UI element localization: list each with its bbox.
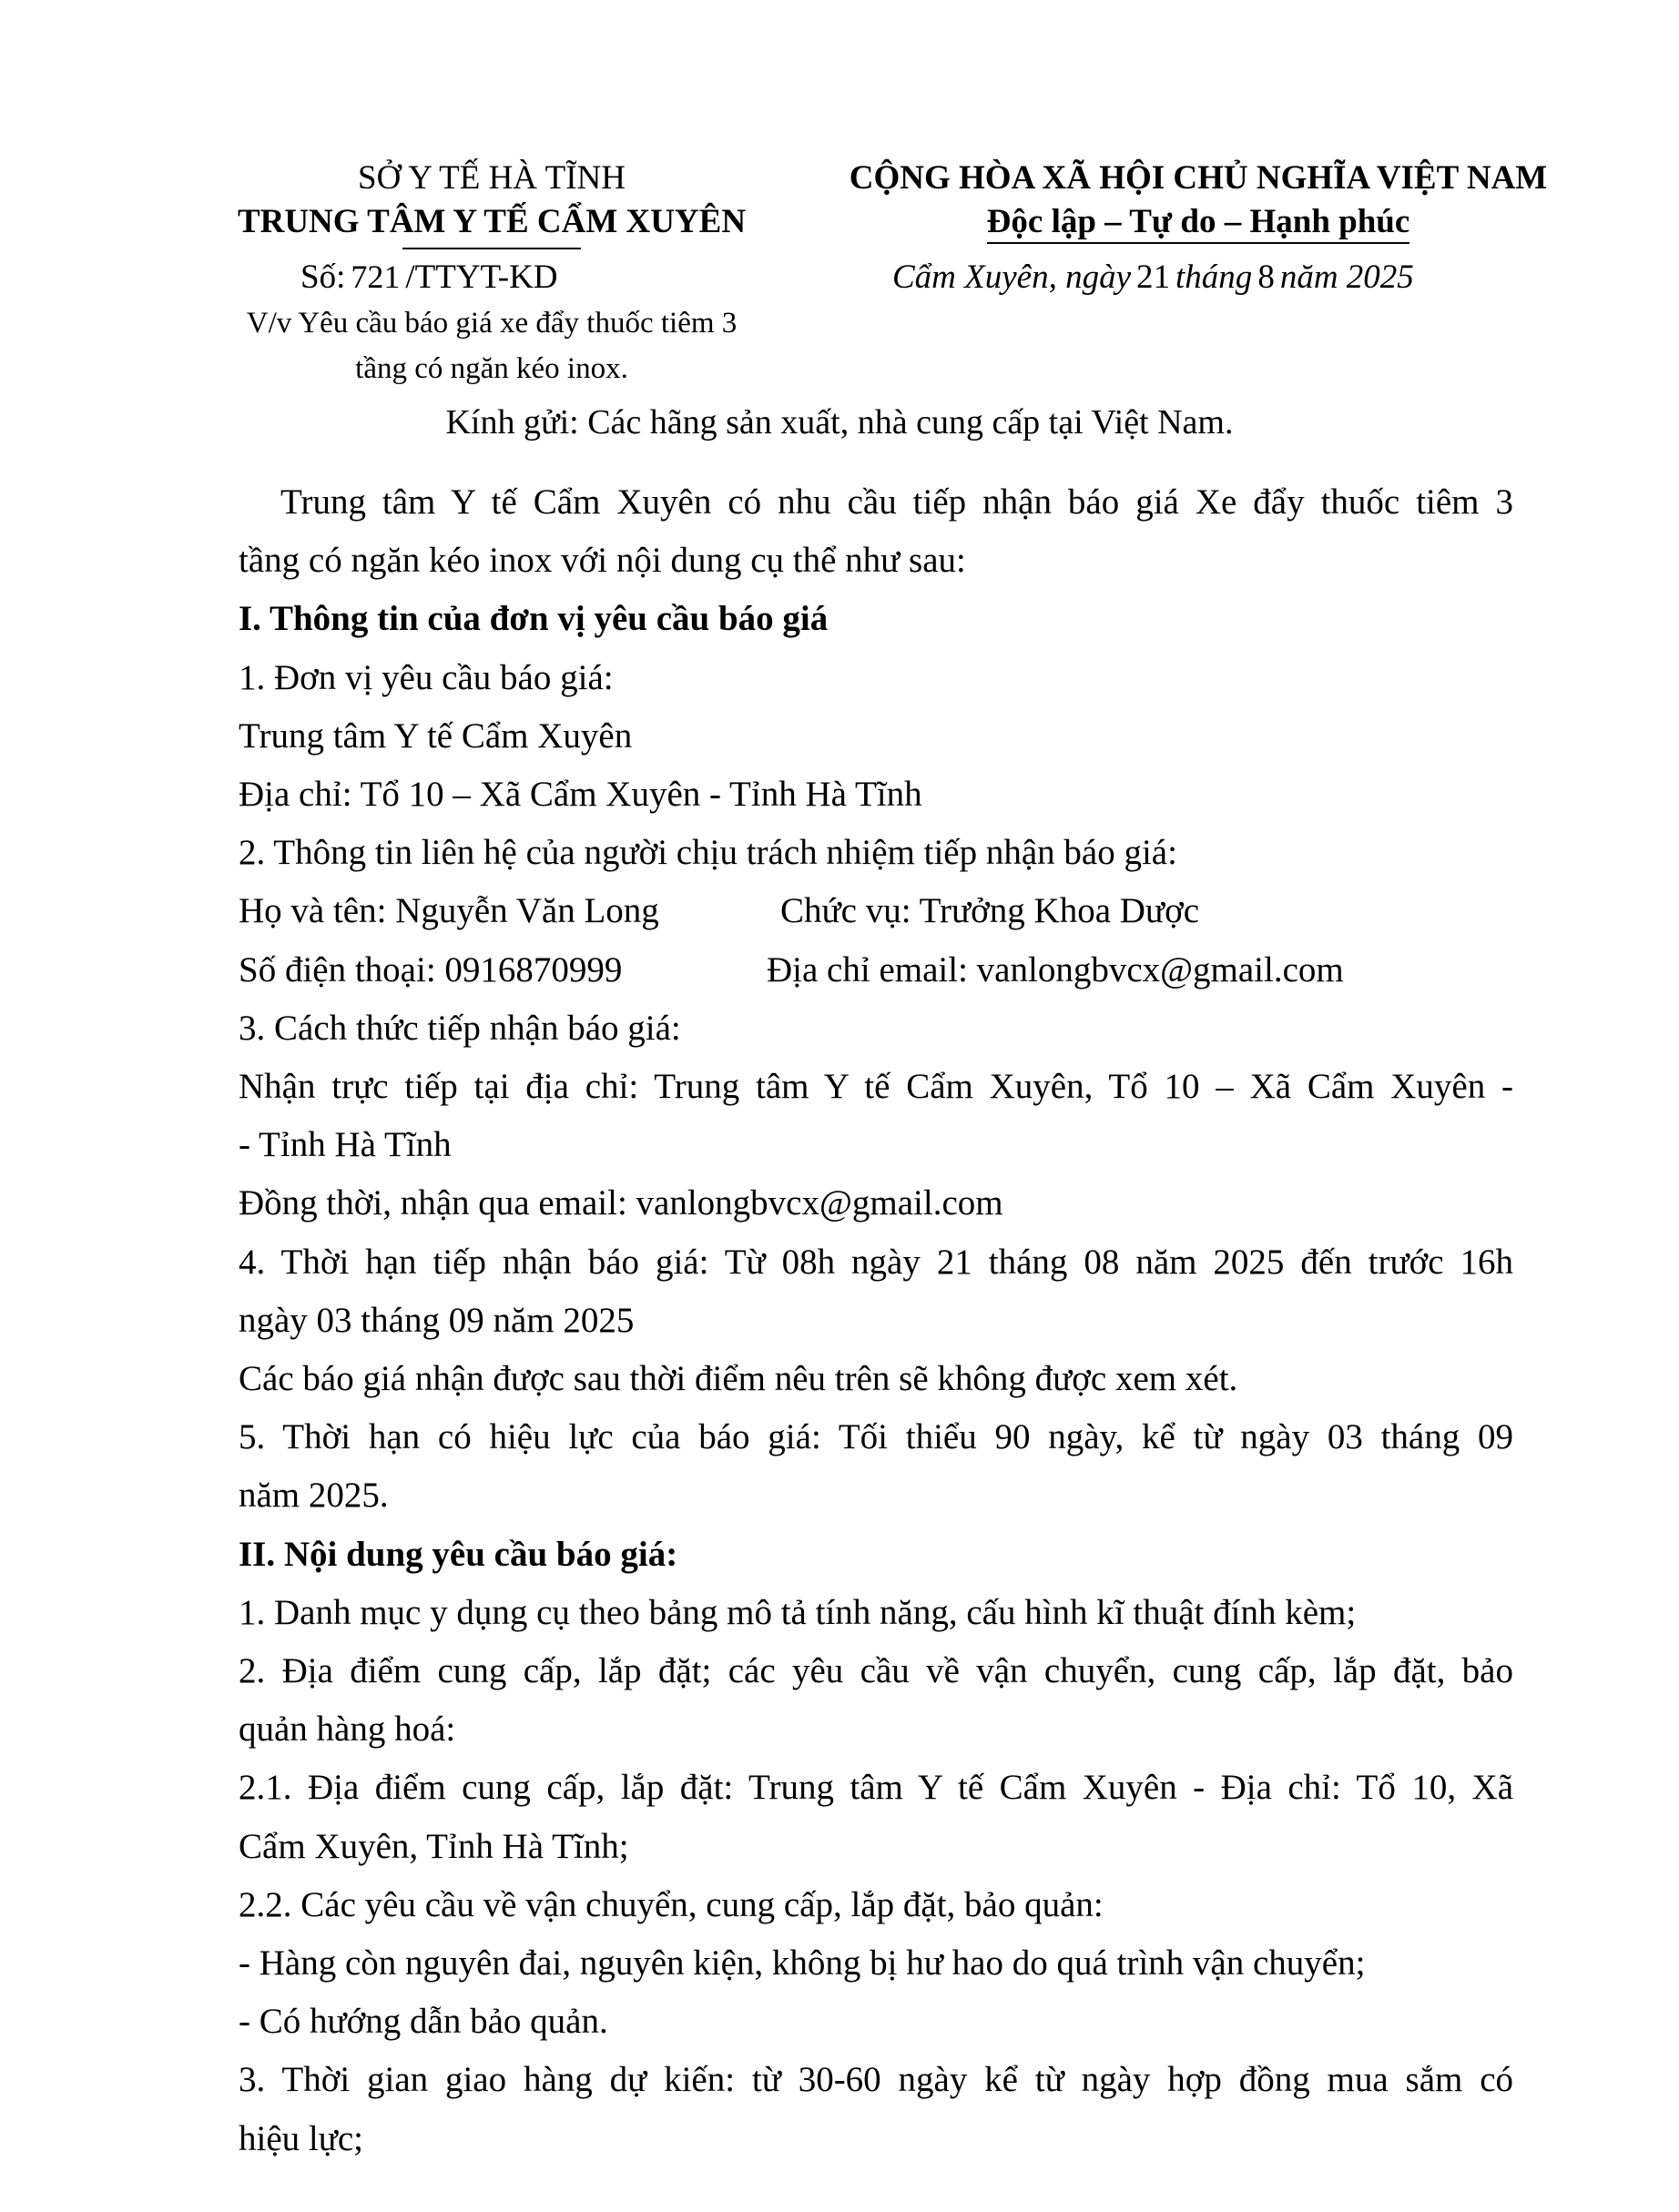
s1-receive-line-1: Nhận trực tiếp tại địa chỉ: Trung tâm Y tế Cẩm Xuyên, Tổ 10 – Xã Cẩm Xuyên - [239, 1067, 1513, 1107]
doc-number-suffix: /TTYT-KD [405, 259, 558, 296]
document-body [239, 473, 1513, 2168]
recipient-line: Kính gửi: Các hãng sản xuất, nhà cung cấp tại Việt Nam. [445, 403, 1234, 441]
s2-item-2-line-1: 2. Địa điểm cung cấp, lắp đặt; các yêu cầu về vận chuyển, cung cấp, lắp đặt, bảo [239, 1651, 1513, 1691]
national-motto: Độc lập – Tự do – Hạnh phúc [987, 202, 1410, 244]
contact-phone: Số điện thoại: 0916870999 [239, 949, 623, 989]
s2-item-2-1-line-2: Cẩm Xuyên, Tỉnh Hà Tĩnh; [239, 1826, 629, 1866]
s2-item-2-2: 2.2. Các yêu cầu về vận chuyển, cung cấp, lắp đặt, bảo quản: [239, 1884, 1104, 1924]
doc-number-prefix: Số: [300, 259, 346, 296]
s2-item-2-line-2: quản hàng hoá: [239, 1710, 456, 1750]
doc-number-handwritten: 721 [351, 259, 401, 295]
s1-item-4-line-1: 4. Thời hạn tiếp nhận báo giá: Từ 08h ngày 21 tháng 08 năm 2025 đến trước 16h [239, 1242, 1513, 1282]
s1-item-4-line-2: ngày 03 tháng 09 năm 2025 [239, 1300, 635, 1340]
s1-receive-line-2: - Tỉnh Hà Tĩnh [239, 1125, 452, 1165]
parent-agency: SỞ Y TẾ HÀ TĨNH [358, 159, 626, 197]
place-date-prefix: Cẩm Xuyên, ngày [892, 259, 1132, 296]
s1-item-5-line-2: năm 2025. [239, 1476, 389, 1516]
agency-name: TRUNG TÂM Y TẾ CẨM XUYÊN [237, 203, 747, 240]
s1-item-5-line-1: 5. Thời hạn có hiệu lực của báo giá: Tối thiểu 90 ngày, kể từ ngày 03 tháng 09 [239, 1417, 1513, 1457]
s2-item-2-1-line-1: 2.1. Địa điểm cung cấp, lắp đặt: Trung tâm Y tế Cẩm Xuyên - Địa chỉ: Tổ 10, Xã [239, 1768, 1513, 1808]
s2-item-3-line-1: 3. Thời gian giao hàng dự kiến: từ 30-60 ngày kể từ ngày hợp đồng mua sắm có [239, 2060, 1513, 2100]
contact-position: Chức vụ: Trưởng Khoa Dược [780, 891, 1200, 931]
s1-contact-phone-row [239, 941, 1513, 999]
s1-unit-name: Trung tâm Y tế Cẩm Xuyên [239, 715, 633, 756]
intro-line-2: tầng có ngăn kéo inox với nội dung cụ thể như sau: [239, 541, 966, 581]
s2-item-3-line-2: hiệu lực; [239, 2118, 364, 2158]
s1-item-2: 2. Thông tin liên hệ của người chịu trách nhiệm tiếp nhận báo giá: [239, 833, 1177, 873]
section-2-title: II. Nội dung yêu cầu báo giá: [239, 1534, 678, 1574]
s1-late-note: Các báo giá nhận được sau thời điểm nêu trên sẽ không được xem xét. [239, 1359, 1238, 1399]
issuing-agency-block [209, 157, 774, 249]
date-year: năm 2025 [1279, 259, 1414, 296]
contact-email: Địa chỉ email: vanlongbvcx@gmail.com [767, 949, 1344, 989]
section-1-title: I. Thông tin của đơn vị yêu cầu báo giá [239, 599, 829, 639]
date-day: 21 [1136, 259, 1171, 296]
place-and-date [892, 258, 1414, 297]
subject-line [209, 300, 774, 391]
subject-line-2: tầng có ngăn kéo inox. [355, 352, 628, 385]
s1-item-1: 1. Đơn vị yêu cầu báo giá: [239, 657, 614, 697]
document-number [300, 258, 558, 297]
date-month: 8 [1257, 259, 1275, 296]
s2-bullet-1: - Hàng còn nguyên đai, nguyên kiện, không bị hư hao do quá trình vận chuyển; [239, 1943, 1366, 1984]
s1-address: Địa chỉ: Tổ 10 – Xã Cẩm Xuyên - Tỉnh Hà Tĩnh [239, 775, 922, 815]
intro-line-1: Trung tâm Y tế Cẩm Xuyên có nhu cầu tiếp nhận báo giá Xe đẩy thuốc tiêm 3 [280, 482, 1513, 522]
s2-bullet-2: - Có hướng dẫn bảo quản. [239, 2002, 608, 2042]
s1-item-3: 3. Cách thức tiếp nhận báo giá: [239, 1008, 681, 1048]
s2-item-1: 1. Danh mục y dụng cụ theo bảng mô tả tính năng, cấu hình kĩ thuật đính kèm; [239, 1592, 1357, 1632]
national-header-block [798, 157, 1599, 244]
contact-name: Họ và tên: Nguyễn Văn Long [239, 891, 659, 931]
nation-name: CỘNG HÒA XÃ HỘI CHỦ NGHĨA VIỆT NAM [849, 159, 1548, 197]
subject-line-1: V/v Yêu cầu báo giá xe đẩy thuốc tiêm 3 [246, 307, 738, 340]
agency-underline [402, 248, 581, 249]
s1-receive-email: Đồng thời, nhận qua email: vanlongbvcx@gmail.com [239, 1183, 1003, 1223]
s1-contact-name-row [239, 882, 1513, 940]
date-month-label: tháng [1175, 259, 1253, 296]
